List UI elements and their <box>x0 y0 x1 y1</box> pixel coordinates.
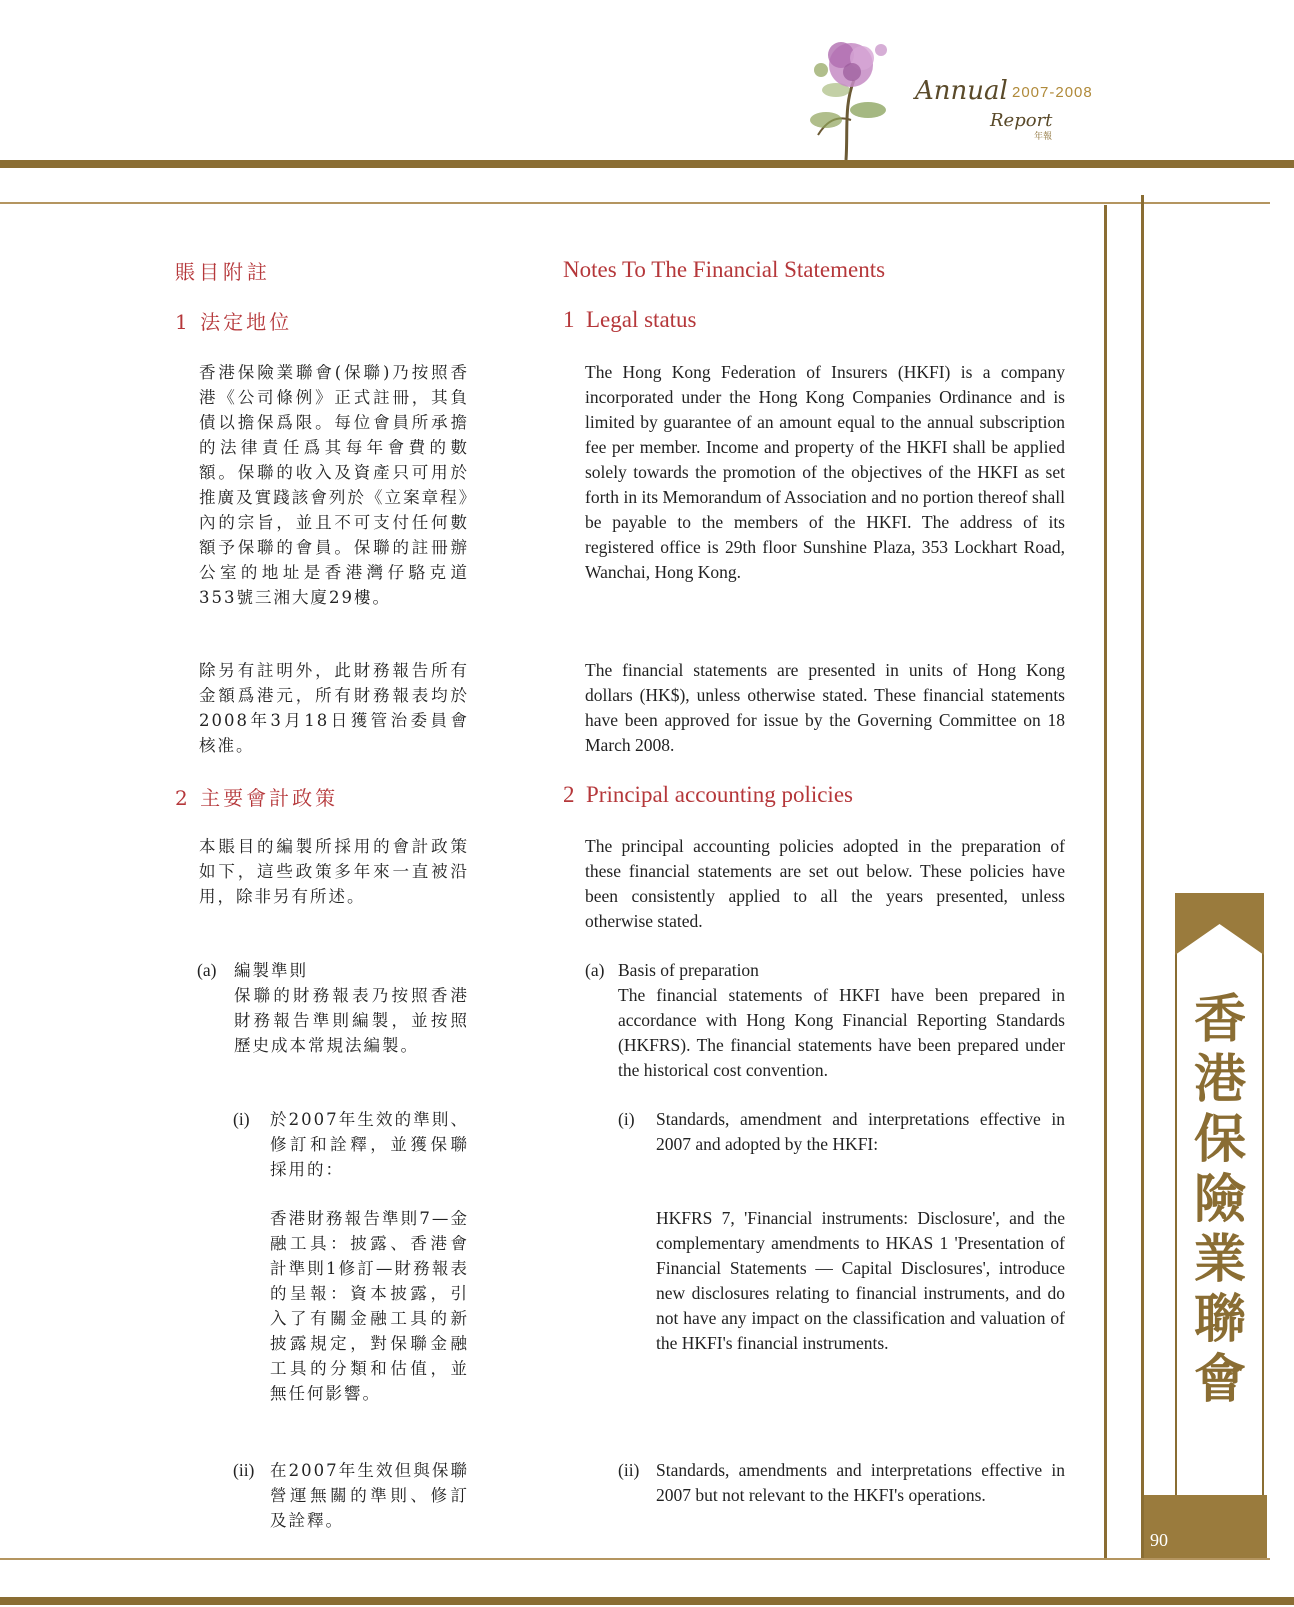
logo-chinese-text: 年報 <box>1034 132 1053 142</box>
cn-item-a-title: 編製準則 <box>234 961 308 980</box>
en-policies-paragraph: The principal accounting policies adopted in the preparation of these financial statements are set out below. These policies have been consistently applied to all the years presented, unless otherwise stated. <box>585 836 1065 931</box>
en-page-title: Notes To The Financial Statements <box>563 257 886 282</box>
cn-item-a-label: (a) <box>197 960 217 980</box>
en-item-i <box>618 1107 1065 1162</box>
vertical-rule-inner <box>1104 205 1107 1560</box>
cn-item-ii-text: 在2007年生效但與保聯營運無關的準則、修訂及詮釋。 <box>270 1461 469 1530</box>
en-item-a-label: (a) <box>585 960 605 980</box>
footer-thin-rule <box>0 1558 1270 1560</box>
cn-item-a-text: 保聯的財務報表乃按照香港財務報告準則編製，並按照歷史成本常規法編製。 <box>234 986 469 1055</box>
cn-policies-paragraph: 本賬目的編製所採用的會計政策如下，這些政策多年來一直被沿用，除非另有所述。 <box>199 837 469 906</box>
peony-flower-icon <box>796 10 906 160</box>
cn-currency-paragraph: 除另有註明外，此財務報告所有金額爲港元，所有財務報表均於2008年3月18日獲管治委員會核准。 <box>199 661 469 755</box>
cn-section-2-title: 2 主要會計政策 <box>175 786 339 810</box>
cn-item-ii-label: (ii) <box>233 1460 255 1480</box>
en-item-a-text: The financial statements of HKFI have been prepared in accordance with Hong Kong Financial Reporting Standards (HKFRS). The financial statements have been prepared under the historical cost convention. <box>618 985 1065 1080</box>
cn-legal-status-paragraph: 香港保險業聯會(保聯)乃按照香港《公司條例》正式註冊，其負債以擔保爲限。每位會員所承擔的法律責任爲其每年會費的數額。保聯的收入及資產只可用於推廣及實踐該會列於《立案章程》內的宗旨，並且不可支付任何數額予保聯的會員。保聯的註冊辦公室的地址是香港灣仔駱克道353號三湘大廈29樓。 <box>199 363 469 607</box>
en-legal-status-paragraph: The Hong Kong Federation of Insurers (HKFI) is a company incorporated under the Hong Kong Companies Ordinance and is limited by guarantee of an amount equal to the annual subscription fee per member. Income and property of the HKFI shall be applied solely towards the promotion of the objectives of the HKFI as set forth in its Memorandum of Association and no portion thereof shall be payable to the members of the HKFI. The address of its registered office is 29th floor Sunshine Plaza, 353 Lockhart Road, Wanchai, Hong Kong. <box>585 362 1065 582</box>
en-section-1-title: 1 Legal status <box>563 307 697 332</box>
footer-rule <box>0 1597 1294 1605</box>
cn-item-i-label: (i) <box>233 1109 250 1129</box>
en-item-ii-label: (ii) <box>618 1460 640 1480</box>
cn-item-ii <box>233 1458 469 1538</box>
header-rule <box>0 160 1294 168</box>
logo-years: 2007-2008 <box>1012 84 1093 101</box>
en-item-i-label: (i) <box>618 1109 635 1129</box>
en-section-2-title: 2 Principal accounting policies <box>563 782 853 807</box>
en-item-a-title: Basis of preparation <box>618 960 759 980</box>
en-currency-paragraph: The financial statements are presented in units of Hong Kong dollars (HK$), unless otherwise stated. These financial statements have been approved for issue by the Governing Committee on 18 March 2008. <box>585 660 1065 755</box>
en-item-ii <box>618 1458 1065 1538</box>
cn-item-i-detail: 香港財務報告準則7—金融工具：披露、香港會計準則1修訂—財務報表的呈報：資本披露，引入了有關金融工具的新披露規定，對保聯金融工具的分類和估值，並無任何影響。 <box>270 1209 469 1403</box>
en-item-a <box>585 958 1065 1088</box>
en-item-i-detail: HKFRS 7, 'Financial instruments: Disclosure', and the complementary amendments to HKAS 1 'Presentation of Financial Statements — Capital Disclosures', introduce new disclosures relating to financial instruments, and do not have any impact on the classification and valuation of the HKFI's financial instruments. <box>656 1208 1065 1353</box>
cn-section-1-title: 1 法定地位 <box>175 310 293 334</box>
page-number: 90 <box>1150 1530 1168 1550</box>
en-item-i-text: Standards, amendment and interpretations effective in 2007 and adopted by the HKFI: <box>656 1109 1065 1154</box>
cn-page-title: 賬目附註 <box>175 260 271 284</box>
cn-item-i-text: 於2007年生效的準則、修訂和詮釋，並獲保聯採用的： <box>270 1110 469 1179</box>
side-org-name: 香港保險業聯會 <box>1193 989 1246 1410</box>
vertical-rule-outer <box>1141 195 1144 1560</box>
logo-annual-text: Annual <box>915 76 1008 106</box>
cn-item-i <box>233 1107 469 1187</box>
logo-report-text: Report <box>990 110 1053 131</box>
en-item-ii-text: Standards, amendments and interpretations effective in 2007 but not relevant to the HKFI's operations. <box>656 1460 1065 1505</box>
header-thin-rule <box>0 202 1270 204</box>
cn-item-a <box>197 958 469 1088</box>
